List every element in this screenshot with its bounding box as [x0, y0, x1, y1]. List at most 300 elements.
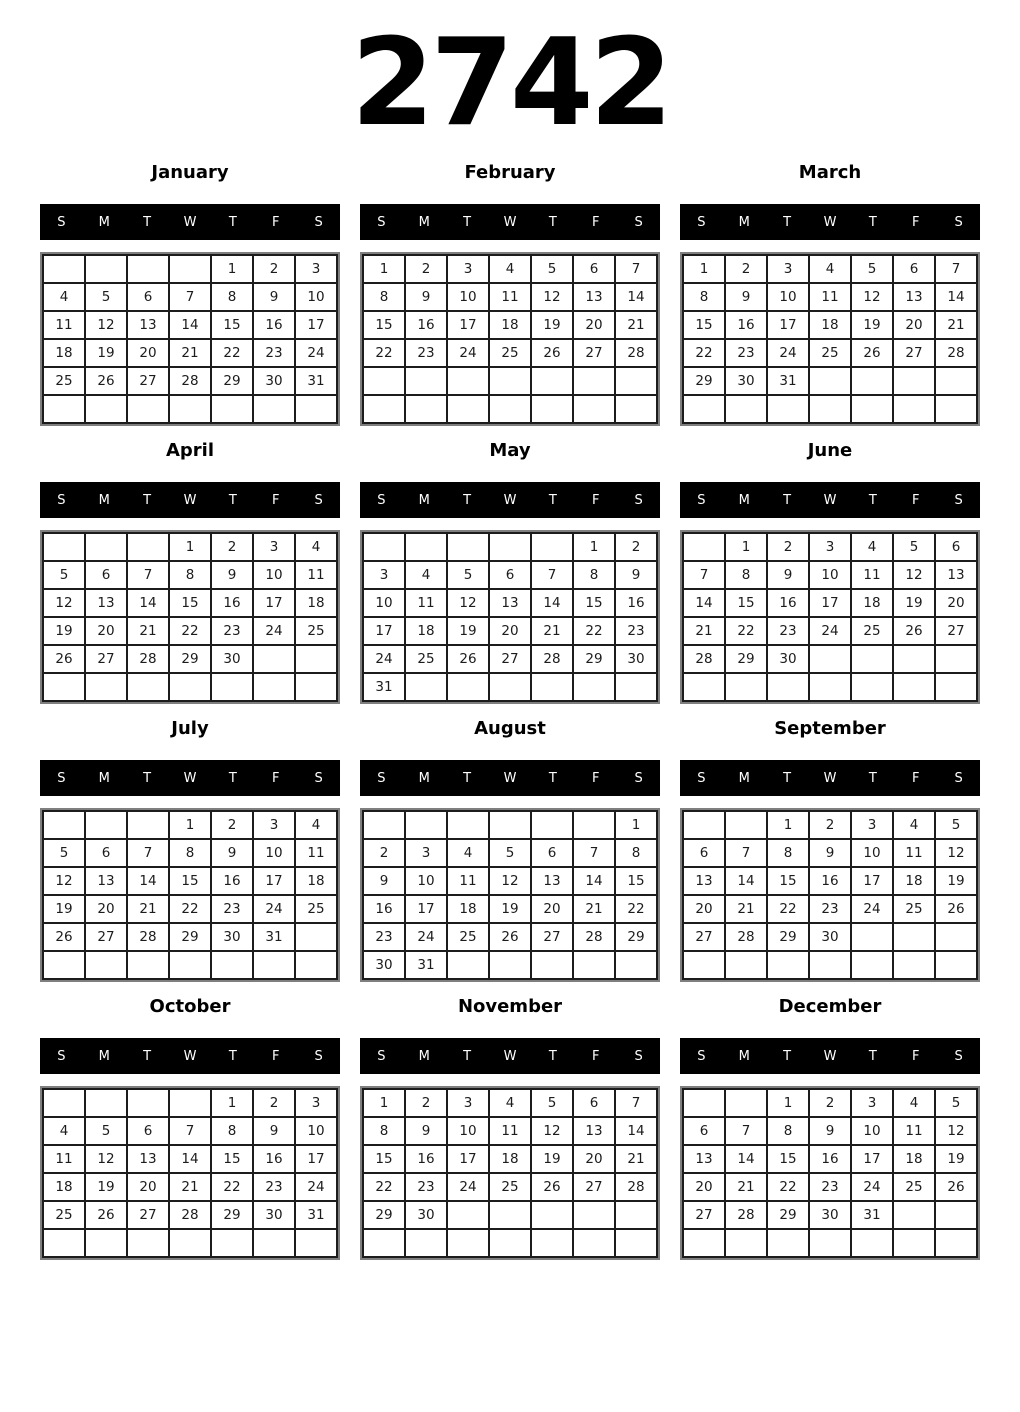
weekday-header — [40, 760, 340, 796]
day-cell: 26 — [935, 895, 977, 923]
day-cell: 23 — [725, 339, 767, 367]
day-cell: 17 — [295, 1145, 337, 1173]
month-title: August — [474, 718, 546, 739]
day-grid — [680, 530, 980, 704]
weekday-label: S — [634, 1048, 643, 1064]
week-row — [43, 339, 337, 367]
day-cell-empty — [809, 645, 851, 673]
day-cell-empty — [85, 1229, 127, 1257]
day-cell: 11 — [851, 561, 893, 589]
day-cell: 24 — [809, 617, 851, 645]
weekday-header — [680, 1038, 980, 1074]
day-cell-empty — [169, 255, 211, 283]
day-cell: 28 — [615, 339, 657, 367]
day-cell: 6 — [893, 255, 935, 283]
weekday-label: S — [314, 770, 323, 786]
weekday-label: T — [463, 1048, 472, 1064]
day-cell-empty — [531, 673, 573, 701]
day-cell: 11 — [893, 1117, 935, 1145]
weekday-label: S — [954, 492, 963, 508]
day-cell: 3 — [295, 255, 337, 283]
day-cell: 15 — [363, 1145, 405, 1173]
day-cell: 23 — [405, 1173, 447, 1201]
day-table — [42, 1088, 338, 1258]
day-table — [362, 254, 658, 424]
weekday-label: S — [697, 214, 706, 230]
day-cell-empty — [447, 673, 489, 701]
day-cell: 11 — [489, 1117, 531, 1145]
day-cell: 2 — [211, 533, 253, 561]
day-cell-empty — [851, 923, 893, 951]
day-cell: 23 — [211, 617, 253, 645]
day-cell-empty — [295, 395, 337, 423]
week-row — [683, 311, 977, 339]
day-cell-empty — [405, 533, 447, 561]
weekday-header — [40, 482, 340, 518]
week-row — [363, 283, 657, 311]
week-row — [363, 339, 657, 367]
day-cell: 8 — [211, 1117, 253, 1145]
day-cell: 7 — [683, 561, 725, 589]
day-cell-empty — [767, 1229, 809, 1257]
week-row — [363, 255, 657, 283]
week-row — [363, 617, 657, 645]
day-cell: 28 — [935, 339, 977, 367]
day-cell: 3 — [253, 811, 295, 839]
day-cell: 7 — [127, 561, 169, 589]
day-cell: 31 — [295, 367, 337, 395]
day-cell-empty — [363, 533, 405, 561]
day-cell: 18 — [893, 1145, 935, 1173]
day-cell-empty — [851, 951, 893, 979]
week-row — [43, 895, 337, 923]
week-row — [43, 1201, 337, 1229]
week-row — [363, 867, 657, 895]
day-cell-empty — [253, 951, 295, 979]
weekday-label: T — [463, 492, 472, 508]
week-row — [363, 1117, 657, 1145]
day-cell-empty — [295, 673, 337, 701]
weekday-label: S — [377, 214, 386, 230]
weekday-label: W — [823, 492, 837, 508]
weekday-label: M — [98, 770, 110, 786]
day-cell: 24 — [253, 617, 295, 645]
day-cell-empty — [405, 367, 447, 395]
day-cell: 16 — [405, 311, 447, 339]
weekday-label: S — [377, 492, 386, 508]
week-row — [43, 1089, 337, 1117]
day-cell: 1 — [725, 533, 767, 561]
day-cell-empty — [447, 395, 489, 423]
week-row — [683, 589, 977, 617]
weekday-label: W — [823, 214, 837, 230]
week-row — [683, 255, 977, 283]
day-cell: 13 — [683, 1145, 725, 1173]
weekday-label: T — [548, 214, 557, 230]
day-cell: 19 — [893, 589, 935, 617]
day-cell: 5 — [489, 839, 531, 867]
day-cell-empty — [615, 951, 657, 979]
day-cell: 24 — [295, 339, 337, 367]
day-cell: 23 — [809, 1173, 851, 1201]
weekday-label: F — [911, 214, 920, 230]
day-cell-empty — [127, 395, 169, 423]
day-cell-empty — [531, 951, 573, 979]
day-cell: 8 — [169, 839, 211, 867]
weekday-label: S — [57, 492, 66, 508]
day-cell: 5 — [935, 1089, 977, 1117]
day-cell-empty — [893, 923, 935, 951]
day-cell: 2 — [363, 839, 405, 867]
year-title: 2742 — [351, 14, 669, 153]
day-cell: 4 — [489, 1089, 531, 1117]
day-cell-empty — [85, 951, 127, 979]
month-january — [40, 162, 340, 426]
week-row — [43, 395, 337, 423]
day-cell-empty — [809, 673, 851, 701]
day-cell: 19 — [935, 867, 977, 895]
day-cell: 1 — [683, 255, 725, 283]
day-cell-empty — [489, 673, 531, 701]
day-cell-empty — [725, 811, 767, 839]
day-cell: 17 — [295, 311, 337, 339]
day-cell-empty — [683, 673, 725, 701]
day-cell: 6 — [85, 839, 127, 867]
week-row — [43, 255, 337, 283]
day-cell: 30 — [615, 645, 657, 673]
weekday-label: F — [911, 492, 920, 508]
day-cell: 28 — [573, 923, 615, 951]
day-cell: 25 — [295, 617, 337, 645]
day-cell-empty — [447, 1229, 489, 1257]
weekday-label: T — [783, 1048, 792, 1064]
day-cell-empty — [295, 645, 337, 673]
day-cell: 22 — [363, 339, 405, 367]
week-row — [683, 645, 977, 673]
day-cell-empty — [489, 367, 531, 395]
day-cell: 25 — [447, 923, 489, 951]
day-table — [42, 532, 338, 702]
day-cell: 20 — [573, 1145, 615, 1173]
day-cell-empty — [169, 951, 211, 979]
day-cell: 23 — [767, 617, 809, 645]
day-cell: 31 — [253, 923, 295, 951]
week-row — [683, 339, 977, 367]
day-cell-empty — [893, 1201, 935, 1229]
weekday-label: F — [911, 770, 920, 786]
day-cell: 13 — [85, 589, 127, 617]
day-cell-empty — [127, 1229, 169, 1257]
week-row — [683, 895, 977, 923]
day-cell: 9 — [767, 561, 809, 589]
day-cell: 30 — [809, 923, 851, 951]
day-cell: 3 — [767, 255, 809, 283]
day-cell: 9 — [253, 1117, 295, 1145]
day-cell: 21 — [725, 895, 767, 923]
day-cell: 22 — [767, 895, 809, 923]
day-cell: 5 — [935, 811, 977, 839]
day-cell: 18 — [295, 867, 337, 895]
day-cell: 18 — [43, 339, 85, 367]
day-cell: 10 — [405, 867, 447, 895]
day-cell: 4 — [893, 811, 935, 839]
day-cell-empty — [767, 395, 809, 423]
day-cell: 1 — [169, 533, 211, 561]
day-cell: 24 — [851, 895, 893, 923]
weekday-label: F — [591, 492, 600, 508]
day-cell: 15 — [683, 311, 725, 339]
day-cell: 19 — [851, 311, 893, 339]
day-cell: 30 — [809, 1201, 851, 1229]
day-cell: 7 — [169, 283, 211, 311]
day-cell: 14 — [683, 589, 725, 617]
day-cell: 26 — [85, 1201, 127, 1229]
day-cell: 27 — [85, 645, 127, 673]
day-grid — [40, 808, 340, 982]
day-cell-empty — [809, 367, 851, 395]
day-cell: 1 — [573, 533, 615, 561]
month-may — [360, 440, 660, 704]
day-cell: 27 — [489, 645, 531, 673]
week-row — [363, 1201, 657, 1229]
weekday-label: T — [143, 1048, 152, 1064]
day-cell-empty — [851, 367, 893, 395]
week-row — [43, 1117, 337, 1145]
day-cell-empty — [43, 255, 85, 283]
day-cell: 5 — [851, 255, 893, 283]
day-cell: 28 — [169, 1201, 211, 1229]
day-cell-empty — [531, 533, 573, 561]
month-december — [680, 996, 980, 1260]
day-cell: 21 — [169, 1173, 211, 1201]
weekday-label: M — [418, 1048, 430, 1064]
day-cell: 25 — [893, 895, 935, 923]
weekday-label: W — [503, 770, 517, 786]
weekday-label: M — [738, 492, 750, 508]
day-cell: 2 — [211, 811, 253, 839]
day-cell: 8 — [767, 1117, 809, 1145]
day-cell: 8 — [363, 1117, 405, 1145]
day-cell: 6 — [531, 839, 573, 867]
day-cell: 31 — [767, 367, 809, 395]
day-cell: 7 — [615, 1089, 657, 1117]
day-cell: 17 — [851, 1145, 893, 1173]
day-cell: 22 — [725, 617, 767, 645]
day-cell: 2 — [809, 811, 851, 839]
weekday-label: S — [377, 1048, 386, 1064]
day-cell: 25 — [405, 645, 447, 673]
day-cell: 27 — [683, 1201, 725, 1229]
day-cell-empty — [169, 673, 211, 701]
day-cell: 23 — [809, 895, 851, 923]
day-cell: 6 — [573, 1089, 615, 1117]
day-cell: 22 — [211, 339, 253, 367]
week-row — [683, 367, 977, 395]
day-cell: 28 — [615, 1173, 657, 1201]
day-cell: 12 — [85, 311, 127, 339]
day-cell: 8 — [573, 561, 615, 589]
day-cell: 17 — [447, 1145, 489, 1173]
day-cell: 7 — [573, 839, 615, 867]
day-cell-empty — [615, 673, 657, 701]
weekday-label: S — [314, 492, 323, 508]
weekday-label: T — [548, 770, 557, 786]
day-cell: 27 — [683, 923, 725, 951]
day-cell-empty — [851, 1229, 893, 1257]
day-cell-empty — [809, 395, 851, 423]
week-row — [683, 561, 977, 589]
week-row — [43, 951, 337, 979]
day-cell: 27 — [935, 617, 977, 645]
weekday-label: T — [463, 770, 472, 786]
week-row — [43, 561, 337, 589]
day-cell: 16 — [615, 589, 657, 617]
day-cell: 19 — [447, 617, 489, 645]
day-cell: 6 — [489, 561, 531, 589]
day-cell: 17 — [851, 867, 893, 895]
weekday-label: W — [183, 492, 197, 508]
day-cell: 7 — [127, 839, 169, 867]
day-cell: 29 — [615, 923, 657, 951]
day-cell: 19 — [531, 311, 573, 339]
day-cell: 25 — [43, 1201, 85, 1229]
day-cell: 8 — [767, 839, 809, 867]
day-cell: 3 — [851, 811, 893, 839]
day-cell-empty — [573, 951, 615, 979]
week-row — [683, 839, 977, 867]
day-cell: 1 — [363, 255, 405, 283]
day-cell: 26 — [935, 1173, 977, 1201]
day-cell: 18 — [43, 1173, 85, 1201]
day-cell: 21 — [615, 1145, 657, 1173]
day-table — [682, 1088, 978, 1258]
day-cell: 9 — [363, 867, 405, 895]
day-cell: 29 — [573, 645, 615, 673]
weekday-label: M — [98, 1048, 110, 1064]
week-row — [683, 1145, 977, 1173]
weekday-label: T — [783, 492, 792, 508]
day-cell: 16 — [767, 589, 809, 617]
day-cell: 18 — [405, 617, 447, 645]
day-cell: 12 — [935, 1117, 977, 1145]
day-cell: 4 — [43, 283, 85, 311]
day-cell: 19 — [935, 1145, 977, 1173]
day-cell-empty — [935, 367, 977, 395]
day-cell: 6 — [127, 283, 169, 311]
day-cell: 21 — [531, 617, 573, 645]
week-row — [363, 311, 657, 339]
day-cell-empty — [85, 673, 127, 701]
day-table — [682, 532, 978, 702]
day-cell: 27 — [573, 1173, 615, 1201]
day-cell: 3 — [405, 839, 447, 867]
day-cell: 2 — [809, 1089, 851, 1117]
weekday-header — [40, 204, 340, 240]
day-table — [362, 532, 658, 702]
day-cell: 9 — [809, 839, 851, 867]
day-cell-empty — [725, 673, 767, 701]
day-cell: 28 — [169, 367, 211, 395]
weekday-label: W — [183, 770, 197, 786]
day-cell-empty — [573, 673, 615, 701]
day-cell: 27 — [893, 339, 935, 367]
day-cell: 14 — [169, 1145, 211, 1173]
day-cell-empty — [405, 395, 447, 423]
day-cell: 15 — [725, 589, 767, 617]
day-cell: 27 — [531, 923, 573, 951]
day-cell: 27 — [127, 367, 169, 395]
day-grid — [680, 1086, 980, 1260]
day-cell-empty — [809, 951, 851, 979]
day-cell: 28 — [683, 645, 725, 673]
day-cell: 17 — [767, 311, 809, 339]
day-cell-empty — [683, 1229, 725, 1257]
day-cell: 14 — [725, 867, 767, 895]
day-cell-empty — [295, 1229, 337, 1257]
day-cell: 21 — [683, 617, 725, 645]
weekday-label: S — [634, 770, 643, 786]
day-cell-empty — [489, 533, 531, 561]
day-cell: 28 — [127, 923, 169, 951]
day-cell: 13 — [683, 867, 725, 895]
day-cell: 4 — [43, 1117, 85, 1145]
month-august — [360, 718, 660, 982]
day-cell: 4 — [405, 561, 447, 589]
day-cell-empty — [573, 1201, 615, 1229]
day-cell: 6 — [683, 1117, 725, 1145]
day-cell-empty — [725, 951, 767, 979]
week-row — [683, 923, 977, 951]
weekday-label: S — [314, 1048, 323, 1064]
month-title: September — [774, 718, 886, 739]
day-cell: 6 — [683, 839, 725, 867]
day-cell: 8 — [615, 839, 657, 867]
day-cell: 13 — [127, 1145, 169, 1173]
weekday-label: W — [503, 214, 517, 230]
day-cell: 26 — [893, 617, 935, 645]
weekday-label: F — [591, 214, 600, 230]
day-cell: 10 — [253, 561, 295, 589]
day-cell: 10 — [851, 839, 893, 867]
day-cell-empty — [725, 1089, 767, 1117]
weekday-label: S — [57, 214, 66, 230]
day-cell: 8 — [169, 561, 211, 589]
day-cell: 11 — [893, 839, 935, 867]
day-cell-empty — [211, 395, 253, 423]
day-cell-empty — [935, 395, 977, 423]
day-cell: 24 — [405, 923, 447, 951]
weekday-label: F — [591, 770, 600, 786]
day-cell: 28 — [127, 645, 169, 673]
day-cell: 23 — [615, 617, 657, 645]
day-cell: 26 — [43, 923, 85, 951]
day-cell: 12 — [893, 561, 935, 589]
day-cell-empty — [809, 1229, 851, 1257]
weekday-label: W — [503, 492, 517, 508]
day-cell: 6 — [935, 533, 977, 561]
day-cell: 16 — [809, 1145, 851, 1173]
weekday-label: S — [954, 770, 963, 786]
day-cell: 26 — [489, 923, 531, 951]
day-cell-empty — [363, 1229, 405, 1257]
day-cell: 29 — [363, 1201, 405, 1229]
weekday-label: T — [463, 214, 472, 230]
day-cell: 15 — [169, 867, 211, 895]
day-cell-empty — [363, 395, 405, 423]
day-cell: 30 — [211, 645, 253, 673]
day-cell: 12 — [489, 867, 531, 895]
day-cell: 20 — [683, 895, 725, 923]
